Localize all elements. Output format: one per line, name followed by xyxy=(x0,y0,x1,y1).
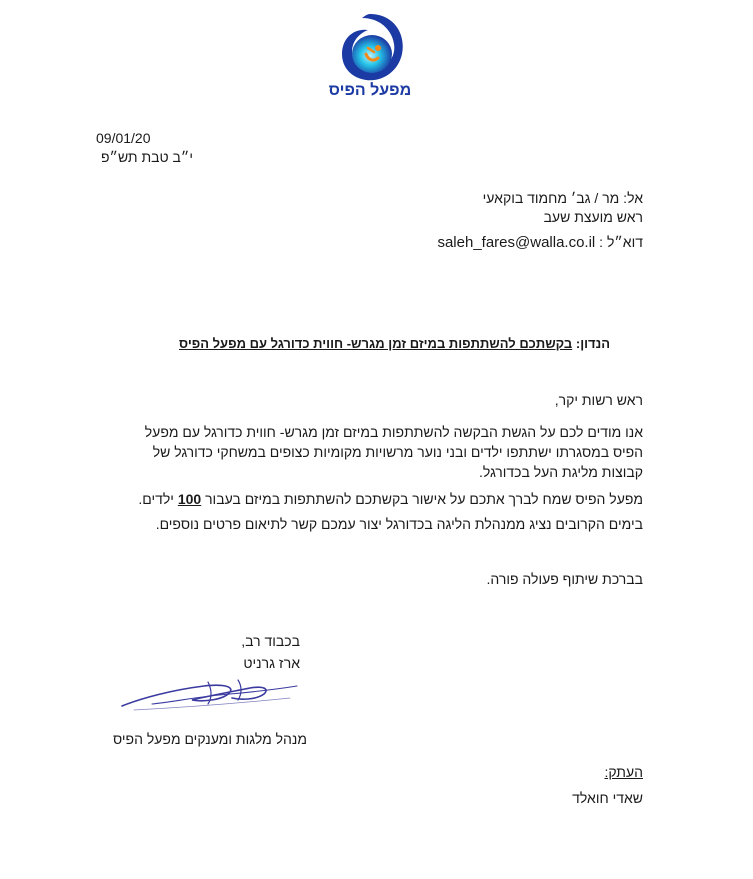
recipient-email-line xyxy=(437,234,643,251)
body-paragraph-3: בימים הקרובים נציג ממנהלת הליגה בכדורגל יצור עמכם קשר לתיאום פרטים נוספים. xyxy=(155,516,643,532)
regards: בכבוד רב, xyxy=(241,633,300,649)
handwritten-signature xyxy=(112,672,312,718)
children-count: 100 xyxy=(177,491,202,507)
body-paragraph-1: אנו מודים לכם על הגשת הבקשה להשתתפות במיזם זמן מגרש- חווית כדורגל עם מפעל הפיס במסגרתו ישתתפו ילדים ובני נוער מרשויות מקומיות כצופים במשחקי כדורגל של קבוצות מליגת העל בכדורגל. xyxy=(144,424,643,480)
signer-name: ארז גרניט xyxy=(243,655,300,671)
closing-line: בברכת שיתוף פעולה פורה. xyxy=(486,571,643,587)
body-paragraph-2 xyxy=(123,489,643,509)
greeting: ראש רשות יקר, xyxy=(554,392,643,408)
recipient-email[interactable]: saleh_fares@walla.co.il xyxy=(437,234,596,251)
recipient-title-line: ראש מועצת שעב xyxy=(543,209,643,225)
date-gregorian: 09/01/20 xyxy=(96,130,151,146)
paragraph-2-text: מפעל הפיס שמח לברך אתכם על אישור בקשתכם להשתתפות במיזם בעבור xyxy=(205,491,643,507)
signer-title: מנהל מלגות ומענקים מפעל הפיס xyxy=(113,731,307,747)
logo-wordmark: מפעל הפיס xyxy=(328,82,412,99)
recipient-to-line: אל: מר / גב׳ מחמוד בוקאעי xyxy=(482,190,643,206)
cc-label: העתק: xyxy=(604,764,643,780)
subject-line xyxy=(179,336,610,351)
date-hebrew: י״ב טבת תש״פ xyxy=(100,149,193,165)
subject-label: הנדון: xyxy=(575,336,610,351)
email-label: דוא״ל : xyxy=(599,234,643,250)
cc-name: שאדי חואלד xyxy=(572,790,643,806)
subject-text: בקשתכם להשתתפות במיזם זמן מגרש- חווית כדורגל עם מפעל הפיס xyxy=(179,336,573,351)
paragraph-2-suffix: ילדים. xyxy=(138,491,174,507)
